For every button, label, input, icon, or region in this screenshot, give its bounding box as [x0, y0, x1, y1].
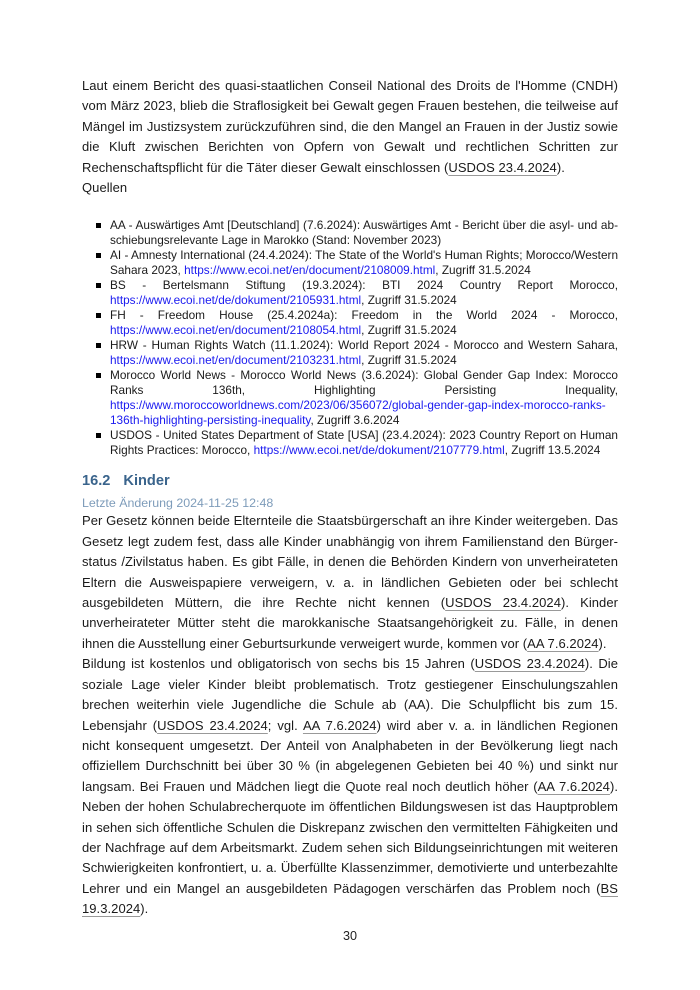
citation-link[interactable]: BS 19.3.2024 [82, 880, 618, 917]
citation-link[interactable]: USDOS 23.4.2024 [474, 656, 585, 672]
last-change-note: Letzte Änderung 2024-11-25 12:48 [82, 496, 274, 511]
text-run: ) wird aber v. a. in ländlichen Regionen nicht konsequent umgesetzt. Der Anteil von Analphabeten in der Bevölkerung liegt nach offiziellem Durchschnitt bei über 30 % (in abgelegenen Gebieten bei 40 %) und sinkt nur langsam. Bei Frauen und Mädchen liegt die Quote real noch deutlich höher ( [82, 717, 618, 794]
paragraph-impunity [82, 76, 618, 178]
citation-link[interactable]: USDOS 23.4.2024 [445, 595, 561, 611]
source-item [96, 338, 618, 368]
source-url-link[interactable]: https://www.ecoi.net/en/document/2108054.html [110, 323, 362, 338]
text-run: AA - Auswärtiges Amt [Deutschland] (7.6.2024): Auswärtiges Amt - Bericht über die asyl- und abschiebungsrelevante Lage in Marokko (Stand: November 2023) [110, 218, 618, 248]
text-run: , Zugriff 13.5.2024 [504, 443, 601, 458]
text-run: ). [140, 901, 149, 917]
source-item [96, 368, 618, 428]
source-url-link[interactable]: https://www.ecoi.net/de/dokument/2107779.html [253, 443, 505, 458]
citation-link[interactable]: USDOS 23.4.2024 [157, 717, 268, 733]
text-run: AI - Amnesty International (24.4.2024): The State of the World's Human Rights; Morocco/Western Sahara 2023, [110, 248, 618, 278]
source-url-link[interactable]: https://www.ecoi.net/en/document/2108009.html [184, 263, 436, 278]
text-run: ). Neben der hohen Schulabrecherquote im öffentlichen Bildungswesen ist das Hauptproblem in sehen sich öffentliche Schulen die Diskrepanz zwischen den vermittelten Fähigkeiten und der Nachfrage auf dem Arbeitsmarkt. Zudem sehen sich Bildungseinrichtungen mit weiteren Schwierigkeiten konfrontiert, u. a. Überfüllte Klassenzimmer, demotivierte und unterbezahlte Lehrer und ein Mangel an ausgebildeten Pädagogen verschärfen das Problem noch ( [82, 778, 618, 896]
page-number: 30 [342, 929, 357, 943]
text-run: Bildung ist kostenlos und obligatorisch von sechs bis 15 Jahren ( [82, 656, 475, 672]
text-run: , Zugriff 31.5.2024 [361, 353, 457, 368]
source-item [96, 278, 618, 308]
section-number: 16.2 [82, 473, 111, 490]
section-title: Kinder [123, 473, 170, 490]
text-run: , Zugriff 31.5.2024 [435, 263, 531, 278]
paragraph-citizenship [82, 511, 618, 654]
text-run: , Zugriff 31.5.2024 [361, 293, 457, 308]
text-run: Laut einem Bericht des quasi-staatlichen Conseil National des Droits de l'Homme (CNDH) vom März 2023, blieb die Straflosigkeit bei Gewalt gegen Frauen bestehen, die teilweise auf Mängel im Justizsystem zurückzuführen sind, die den Mangel an Frauen in der Justiz sowie die Kluft zwischen Berichten von Opfern von Gewalt und rechtlichen Schritten zur Rechenschaftspflicht für die Täter dieser Gewalt einschlossen ( [82, 78, 618, 175]
source-url-link[interactable]: https://www.moroccoworldnews.com/2023/06/356072/global-gender-gap-index-morocco-ranks-136th-highlighting-persisting-inequality [110, 398, 606, 428]
text-run: ). [598, 635, 607, 651]
text-run: ). Kinder unverheirateter Mütter steht die marokkanische Staatsangehörigkeit zu. Fälle, in denen ihnen die Ausstellung einer Geburtsurkunde verweigert wurde, kommen vor ( [82, 595, 618, 651]
text-run: , Zugriff 3.6.2024 [310, 413, 400, 428]
source-item [96, 218, 618, 248]
text-run: , Zugriff 31.5.2024 [361, 323, 457, 338]
source-url-link[interactable]: https://www.ecoi.net/de/dokument/2105931.html [110, 293, 362, 308]
text-run: BS - Bertelsmann Stiftung (19.3.2024): BTI 2024 Country Report Morocco, [110, 278, 618, 293]
sources-heading: Quellen [82, 180, 128, 196]
text-run: FH - Freedom House (25.4.2024a): Freedom in the World 2024 - Morocco, [110, 308, 618, 323]
text-run: ). Die soziale Lage vieler Kinder bleibt problematisch. Trotz gestiegener Einschulungszahlen brechen weiterhin viele Jugendliche die Schule ab (AA). Die Schulpflicht bis zum 15. Lebensjahr ( [82, 656, 619, 733]
source-item [96, 428, 618, 458]
citation-link[interactable]: AA 7.6.2024 [527, 635, 599, 651]
text-run: USDOS - United States Department of State [USA] (23.4.2024): 2023 Country Report on Human Rights Practices: Morocco, [110, 428, 618, 458]
text-run: HRW - Human Rights Watch (11.1.2024): World Report 2024 - Morocco and Western Sahara, [110, 338, 618, 353]
citation-link[interactable]: USDOS 23.4.2024 [448, 159, 557, 175]
text-run: ). [556, 159, 565, 175]
text-run: Morocco World News - Morocco World News (3.6.2024): Global Gender Gap Index: Morocco Ranks 136th, Highlighting Persisting Inequality, [110, 368, 618, 398]
source-url-link[interactable]: https://www.ecoi.net/en/document/2103231.html [110, 353, 362, 368]
citation-link[interactable]: AA 7.6.2024 [537, 778, 610, 794]
text-run: ; vgl. [267, 717, 303, 733]
text-run: Per Gesetz können beide Elternteile die Staatsbürgerschaft an ihre Kinder weitergeben. Das Gesetz legt zudem fest, dass alle Kinder unabhängig von ihrem Familienstand den Bürgerstatus /Zivilstatus haben. Es gibt Fälle, in denen die Behörden Kindern von unverheirateten Eltern die Ausweispapiere verweigern, v. a. in ländlichen Gebieten oder bei schlecht ausgebildeten Müttern, die ihre Rechte nicht kennen ( [82, 513, 618, 611]
source-item [96, 308, 618, 338]
paragraph-education [82, 654, 618, 919]
sources-list [96, 218, 618, 458]
citation-link[interactable]: AA 7.6.2024 [302, 717, 377, 733]
source-item [96, 248, 618, 278]
section-heading [82, 472, 618, 491]
